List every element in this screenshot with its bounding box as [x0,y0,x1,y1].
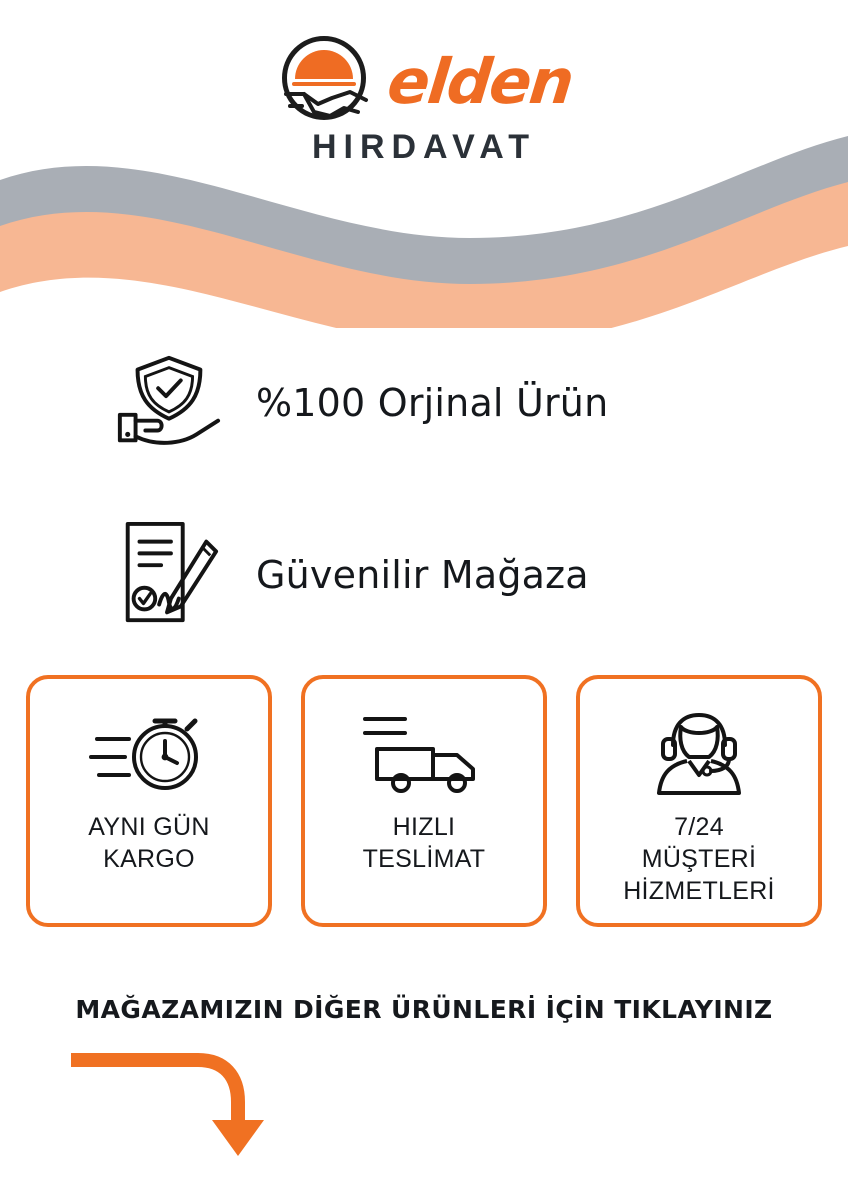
service-cards [26,675,822,927]
headset-support-agent-icon [641,705,757,797]
handshake-sunrise-logo-icon [276,34,376,130]
curved-down-arrow-icon[interactable] [70,1048,270,1168]
card-customer-service[interactable] [576,675,822,927]
card-label: HIZLI TESLİMAT [362,813,486,873]
feature-original-product [0,348,848,458]
card-label: 7/24 MÜŞTERİ HİZMETLERİ [623,813,775,905]
feature-trusted-store [0,512,848,637]
signed-contract-pen-icon [112,515,222,635]
card-same-day-shipping[interactable] [26,675,272,927]
brand-subtitle: HIRDAVAT [311,128,537,166]
header [0,0,848,200]
delivery-truck-icon [359,705,489,797]
cta-text: MAĞAZAMIZIN DİĞER ÜRÜNLERİ İÇİN TIKLAYINIZ [75,995,773,1024]
brand-logo [214,32,634,177]
feature-label: %100 Orjinal Ürün [256,381,609,425]
card-label: AYNI GÜN KARGO [88,813,210,873]
card-fast-delivery[interactable] [301,675,547,927]
shield-check-in-hand-icon [112,349,222,457]
fast-stopwatch-icon [87,705,211,797]
brand-wordmark: elden [384,45,576,118]
feature-label: Güvenilir Mağaza [256,552,589,597]
